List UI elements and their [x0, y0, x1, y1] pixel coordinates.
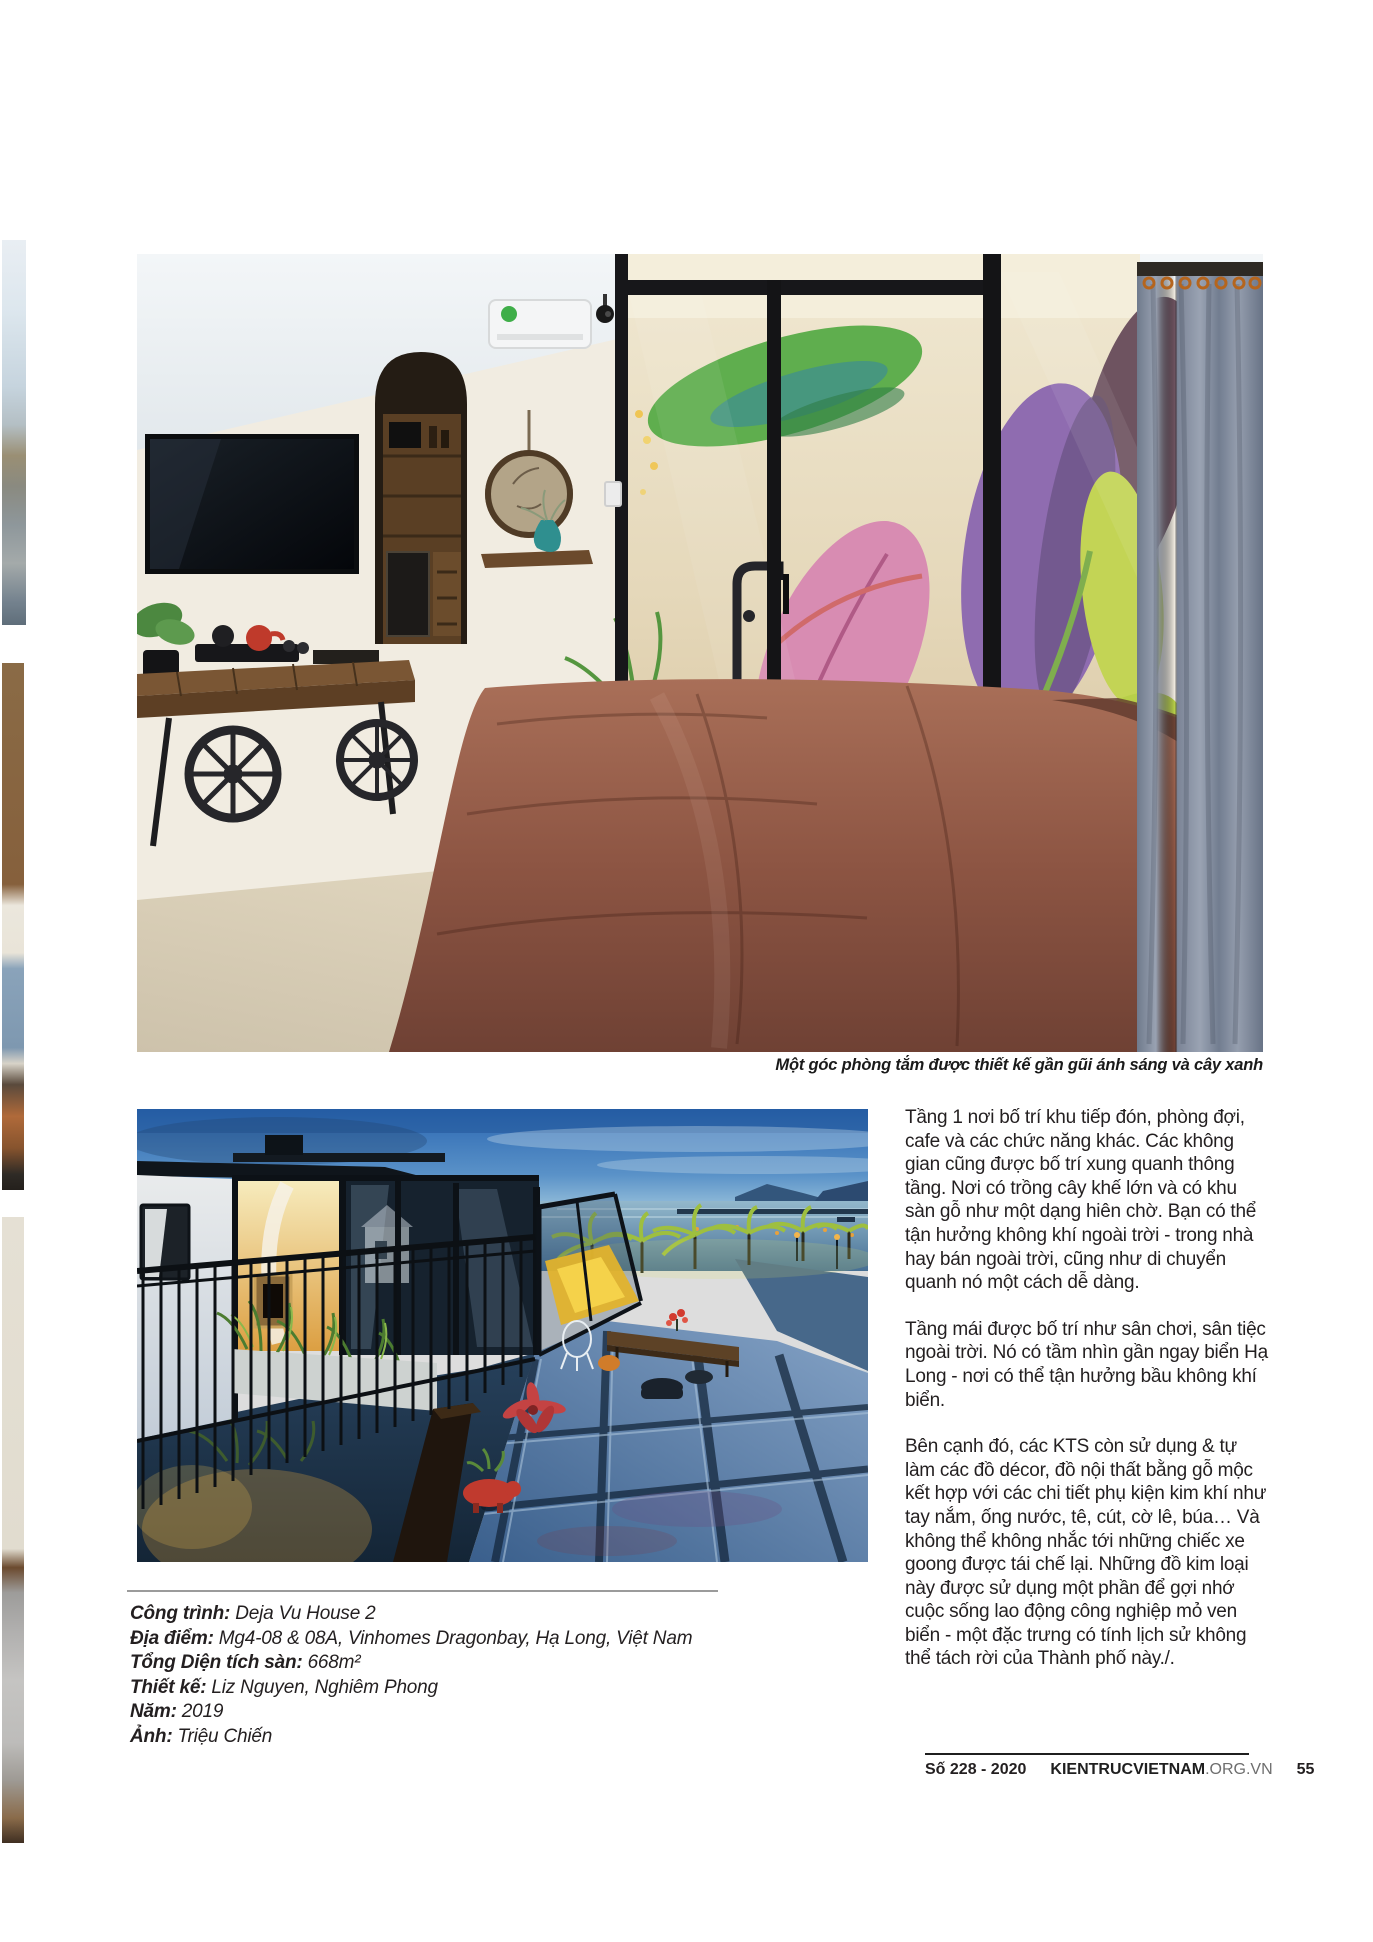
project-info-divider [127, 1590, 718, 1592]
info-row [130, 1725, 790, 1750]
curtain [1137, 262, 1263, 1052]
info-label: Ảnh: [130, 1725, 173, 1747]
info-row [130, 1700, 790, 1725]
cart-wheel [189, 730, 277, 818]
info-value: Liz Nguyen, Nghiêm Phong [206, 1676, 438, 1698]
article-paragraph: Tầng 1 nơi bố trí khu tiếp đón, phòng đợi, cafe và các chức năng khác. Các không gian cũng được bố trí xung quanh thông tầng. Nơi có trồng cây khế lớn và có khu sàn gỗ như một dạng hiên chờ. Bạn có thể tận hưởng không khí ngoài trời - trong nhà hay bán ngoài trời, cũng như di chuyển quanh nó một cách dễ dàng. [905, 1107, 1257, 1294]
info-label: Địa điểm: [130, 1627, 214, 1649]
left-bleed-strip-3 [2, 1217, 24, 1843]
red-teapot [246, 625, 272, 651]
bed [389, 679, 1263, 1052]
site-label [1050, 1761, 1272, 1779]
article-column [905, 1106, 1270, 1694]
tv-screen [145, 434, 359, 574]
photo-terrace-illustration [137, 1109, 868, 1562]
info-value: 668m² [302, 1652, 361, 1674]
orange-chair [598, 1355, 620, 1371]
info-label: Thiết kế: [130, 1676, 207, 1698]
info-value: Triệu Chiến [172, 1725, 273, 1747]
cart-wheel [340, 723, 414, 797]
door-handle [783, 574, 789, 614]
info-value: Mg4-08 & 08A, Vinhomes Dragonbay, Hạ Long, Việt Nam [213, 1627, 693, 1649]
info-row [130, 1676, 790, 1701]
info-label: Tổng Diện tích sàn: [130, 1652, 303, 1674]
issue-label: Số 228 - 2020 [925, 1761, 1027, 1778]
info-value: Deja Vu House 2 [230, 1603, 376, 1624]
info-value: 2019 [176, 1701, 224, 1723]
info-label: Công trình: [130, 1603, 231, 1624]
air-conditioner [489, 300, 591, 348]
left-bleed-strip-1 [2, 240, 26, 625]
photo1-caption: Một góc phòng tắm được thiết kế gần gũi ánh sáng và cây xanh [775, 1056, 1263, 1074]
photo-rooftop-terrace [137, 1109, 868, 1562]
info-row [130, 1627, 790, 1652]
left-bleed-strip-2 [2, 663, 24, 1190]
site-label-bold: KIENTRUCVIETNAM [1050, 1761, 1206, 1778]
mini-fridge [387, 552, 429, 636]
photo-bedroom-illustration [137, 254, 1263, 1052]
footer-rule [925, 1753, 1249, 1755]
info-label: Năm: [130, 1701, 177, 1723]
project-info [130, 1602, 790, 1750]
light-switch [605, 482, 621, 506]
site-label-light: .ORG.VN [1205, 1761, 1273, 1778]
article-paragraph: Bên cạnh đó, các KTS còn sử dụng & tự làm các đồ décor, đồ nội thất bằng gỗ mộc kết hợp với các chi tiết phụ kiện kim khí như tay nắm, ống nước, tê, cút, cờ lê, búa… Và không thể không nhắc tới những chiếc xe goong được tái chế lại. Những đồ kim loại này được sử dụng một phần để gợi nhớ cuộc sống lao động công nghiệp mỏ ven biển - một đặc trưng có tính lịch sử không thể tách rời của Thành phố này./. [905, 1436, 1267, 1670]
photo-bedroom-bathroom [137, 254, 1263, 1052]
footer [925, 1757, 1315, 1783]
info-row [130, 1651, 790, 1676]
arched-kitchenette [375, 352, 467, 644]
article-paragraph: Tầng mái được bố trí như sân chơi, sân tiệc ngoài trời. Nó có tầm nhìn gần ngay biển Hạ Long - nơi có thể tận hưởng bầu không khí biển. [905, 1318, 1268, 1411]
page-number: 55 [1296, 1761, 1315, 1778]
flower-vase [666, 1309, 688, 1331]
info-row [130, 1602, 790, 1627]
